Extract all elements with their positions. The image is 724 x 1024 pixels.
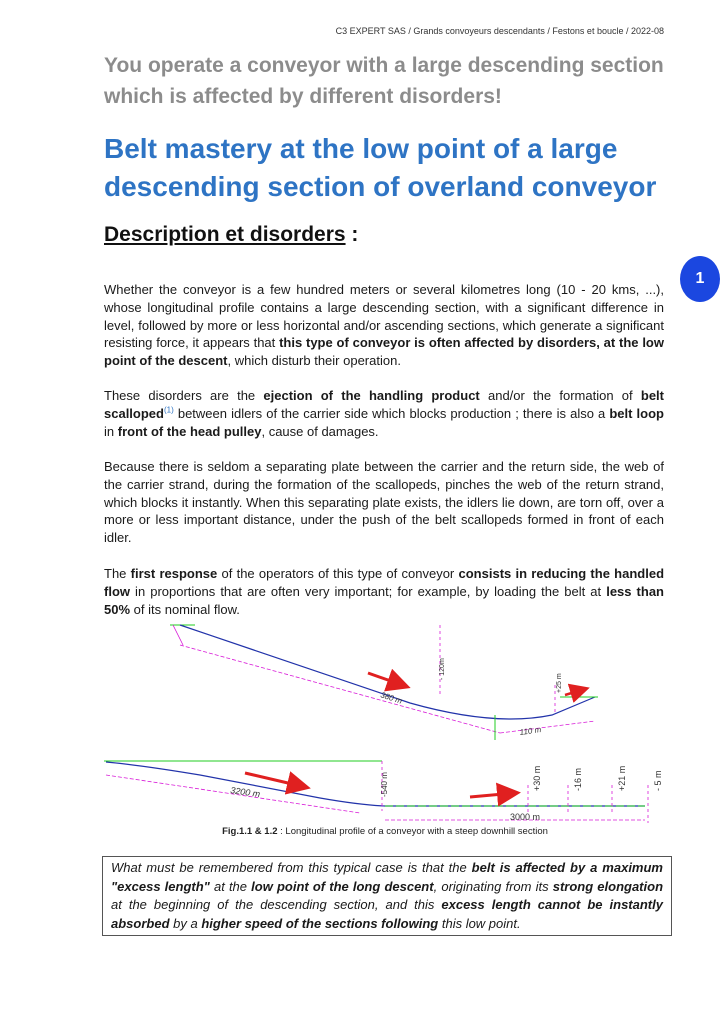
p4-text-c: of the operators of this type of conveyor (217, 566, 459, 581)
callout-bold-j: higher speed of the sections following (201, 915, 439, 931)
p2-text-g: in (104, 423, 118, 439)
flow-arrow-top-right (565, 689, 585, 695)
p4-text-e: in proportions that are often very important; for example, by loading the belt at (130, 583, 607, 599)
footnote-ref-1[interactable]: (1) (163, 405, 174, 415)
p2-bold-h: front of the head pulley (117, 423, 262, 439)
p4-text-g: of its nominal flow. (130, 601, 240, 617)
callout-text-i: by a (169, 915, 202, 931)
p2-bold-d: belt scalloped (104, 388, 664, 421)
caption-figure-ref: Fig.1.1 & 1.2 (222, 826, 278, 837)
label-380m: 380 m (379, 690, 404, 706)
key-takeaway-box (102, 856, 672, 936)
callout-text-e: , originating from its (433, 878, 553, 894)
callout-bold-b: belt is affected by a maximum "excess length" (111, 860, 663, 894)
p2-bold-b: ejection of the handling product (263, 388, 480, 403)
label-minus-120m: - 120m (439, 658, 446, 680)
callout-text-a: What must be remembered from this typical case is that the (111, 860, 472, 875)
label-110m: 110 m (519, 725, 542, 737)
p4-bold-f: less than 50% (104, 583, 665, 617)
p4-bold-d: consists in reducing the handled flow (104, 566, 665, 599)
intro-heading: You operate a conveyor with a large descending section which is affected by different disorders! (104, 54, 664, 108)
section-heading-text: Description et disorders (104, 223, 346, 246)
dim-380 (180, 645, 500, 733)
vert-dim-left (173, 625, 183, 645)
p4-bold-b: first response (130, 566, 218, 581)
page-title: Belt mastery at the low point of a large descending section of overland conveyor (104, 133, 657, 202)
conveyor-profile-figure (100, 615, 670, 830)
dim-110 (500, 721, 595, 733)
label-minus-16m: -16 m (573, 767, 583, 791)
callout-text-k: this low point. (438, 915, 521, 931)
profile-bottom (104, 761, 663, 823)
section-heading-suffix: : (345, 223, 359, 246)
p2-text-a: These disorders are the (104, 388, 264, 403)
label-3000m: 3000 m (510, 812, 541, 822)
caption-text: : Longitudinal profile of a conveyor with a steep downhill section (277, 826, 548, 837)
label-plus-21m: +21 m (617, 765, 627, 791)
callout-bold-d: low point of the long descent (251, 878, 434, 894)
page-number-badge: 1 (680, 256, 720, 302)
p1-text-c: , which disturb their operation. (227, 353, 401, 369)
p2-text-c: and/or the formation of (479, 388, 641, 403)
paragraph-2 (104, 387, 664, 440)
label-minus-5m: - 5 m (653, 770, 663, 791)
header-reference: C3 EXPERT SAS / Grands convoyeurs descendants / Festons et boucle / 2022-08 (335, 26, 664, 36)
callout-bold-f: strong elongation (552, 878, 664, 894)
flow-arrow-bottom-right (470, 793, 515, 797)
p2-text-e: between idlers of the carrier side which blocks production ; there is also a (173, 405, 610, 421)
label-plus-30m: +30 m (532, 765, 542, 791)
p2-bold-f: belt loop (609, 405, 664, 421)
paragraph-1 (104, 281, 664, 370)
label-plus-25m: +25 m (556, 673, 563, 693)
belt-line-bottom (106, 762, 645, 806)
figure-caption (100, 826, 670, 837)
section-heading (104, 223, 358, 247)
callout-bold-h: excess length cannot be instantly absorbed (111, 897, 663, 931)
p4-text-a: The (104, 566, 131, 581)
paragraph-4 (104, 565, 664, 618)
p2-text-i: , cause of damages. (261, 423, 379, 439)
flow-arrow-top (368, 673, 405, 686)
p1-text-a: Whether the conveyor is a few hundred meters or several kilometres long (10 - 20 kms, ...), whose longitudinal profile contains a large descending section, with a significant difference in level, followed by more or less horizontal and/or ascending sections, which generate a significant resisting force, it appears that (104, 282, 664, 351)
p1-bold-b: this type of conveyor is often affected by disorders, at the low point of the descent (104, 335, 664, 369)
label-minus-540m: -540 m (380, 772, 389, 797)
paragraph-3: Because there is seldom a separating plate between the carrier and the return side, the web of the carrier strand, during the formation of the scallopeds, pinches the web of the return strand, which blocks it instantly. When this separating plate exists, the idlers lie down, are torn off, over a more or less important distance, under the push of the belt scallopeds formed in front of each idler. (104, 459, 664, 546)
profile-top (170, 625, 598, 740)
callout-text-c: at the (209, 878, 252, 894)
belt-line-top (180, 625, 595, 719)
label-3200m: 3200 m (229, 785, 261, 800)
callout-text-g: at the beginning of the descending section, and this (111, 897, 442, 912)
